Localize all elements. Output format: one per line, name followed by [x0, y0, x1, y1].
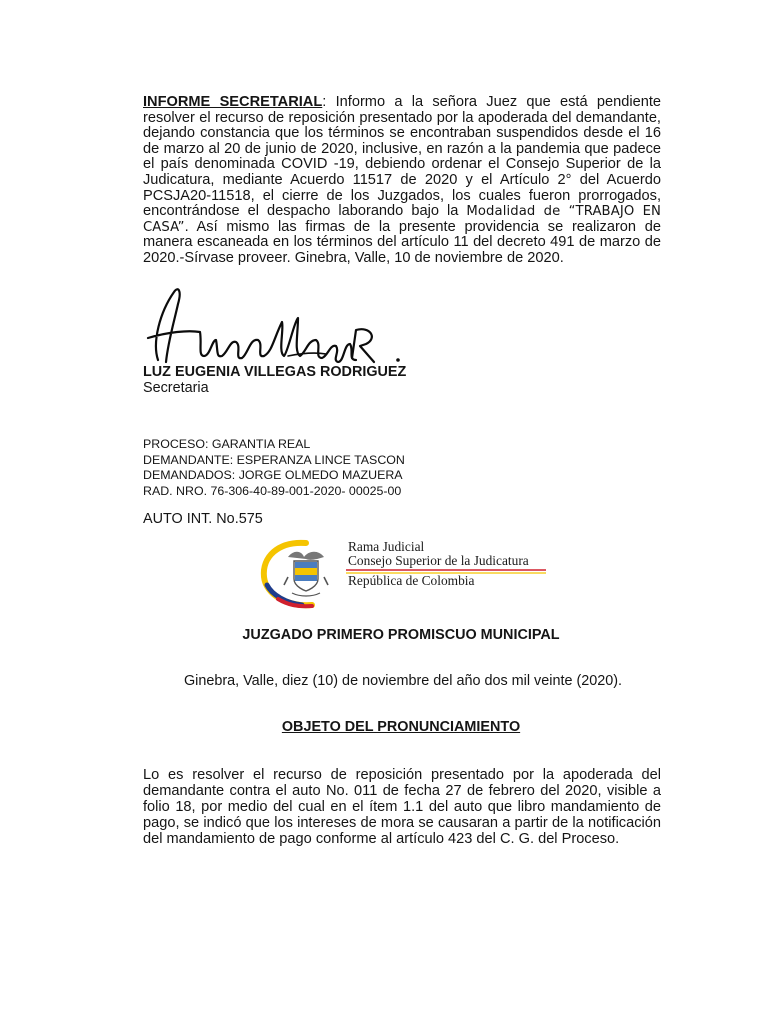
case-demandados: DEMANDADOS: JORGE OLMEDO MAZUERA — [143, 468, 403, 483]
logo-line-3: República de Colombia — [348, 573, 475, 588]
court-name-text: JUZGADO PRIMERO PROMISCUO MUNICIPAL — [242, 627, 560, 643]
signer-role: Secretaria — [143, 380, 209, 396]
informe-label: INFORME SECRETARIAL — [143, 94, 323, 110]
rama-judicial-logo — [258, 533, 558, 613]
informe-text-2: . Así mismo las firmas de la presente providencia se realizaron de manera escaneada en los términos del artículo 11 del decreto 491 de marzo de 2020.-Sírvase proveer. Ginebra, Valle, 10 de noviembre de 2020. — [143, 218, 661, 266]
court-name — [0, 627, 768, 643]
auto-number: AUTO INT. No.575 — [143, 511, 263, 527]
case-details — [143, 437, 405, 499]
place-date — [0, 673, 768, 689]
case-demandante: DEMANDANTE: ESPERANZA LINCE TASCON — [143, 452, 405, 467]
informe-text-1: : Informo a la señora Juez que está pendiente resolver el recurso de reposición presentado por la apoderada del demandante, dejando constancia que los términos se encontraban suspendidos desde el 16 de marzo al 20 de junio de 2020, inclusive, en razón a la pandemia que padece el país denominada COVID -19, debiendo ordenar el Consejo Superior de la Judicatura, mediante Acuerdo 11517 de 2020 y el Artículo 2° del Acuerdo PCSJA20-11518, el cierre de los Juzgados, los cuales fueron prorrogados, encontrándose el despacho laborando bajo la — [143, 94, 661, 220]
section-title-text: OBJETO DEL PRONUNCIAMIENTO — [281, 719, 521, 735]
section-title — [0, 719, 768, 735]
logo-line-1: Rama Judicial — [348, 539, 425, 554]
informe-secretarial-paragraph — [143, 95, 661, 267]
body-paragraph: Lo es resolver el recurso de reposición presentado por la apoderada del demandante contra el auto No. 011 de fecha 27 de febrero del 2020, visible a folio 18, por medio del cual en el ítem 1.1 del auto que libro mandamiento de pago, se indicó que los intereses de mora se causaran a partir de la notificación del mandamiento de pago conforme al artículo 423 del C. G. del Proceso. — [143, 767, 661, 847]
logo-line-2: Consejo Superior de la Judicatura — [348, 553, 529, 568]
informe-modalidad: Modalidad de “TRABAJO EN CASA” — [143, 204, 661, 235]
case-proceso: PROCESO: GARANTIA REAL — [143, 437, 311, 451]
place-date-text: Ginebra, Valle, diez (10) de noviembre del año dos mil veinte (2020). — [183, 673, 623, 689]
case-radicado: RAD. NRO. 76-306-40-89-001-2020- 00025-00 — [143, 483, 402, 498]
signer-name: LUZ EUGENIA VILLEGAS RODRIGUEZ — [143, 364, 407, 380]
